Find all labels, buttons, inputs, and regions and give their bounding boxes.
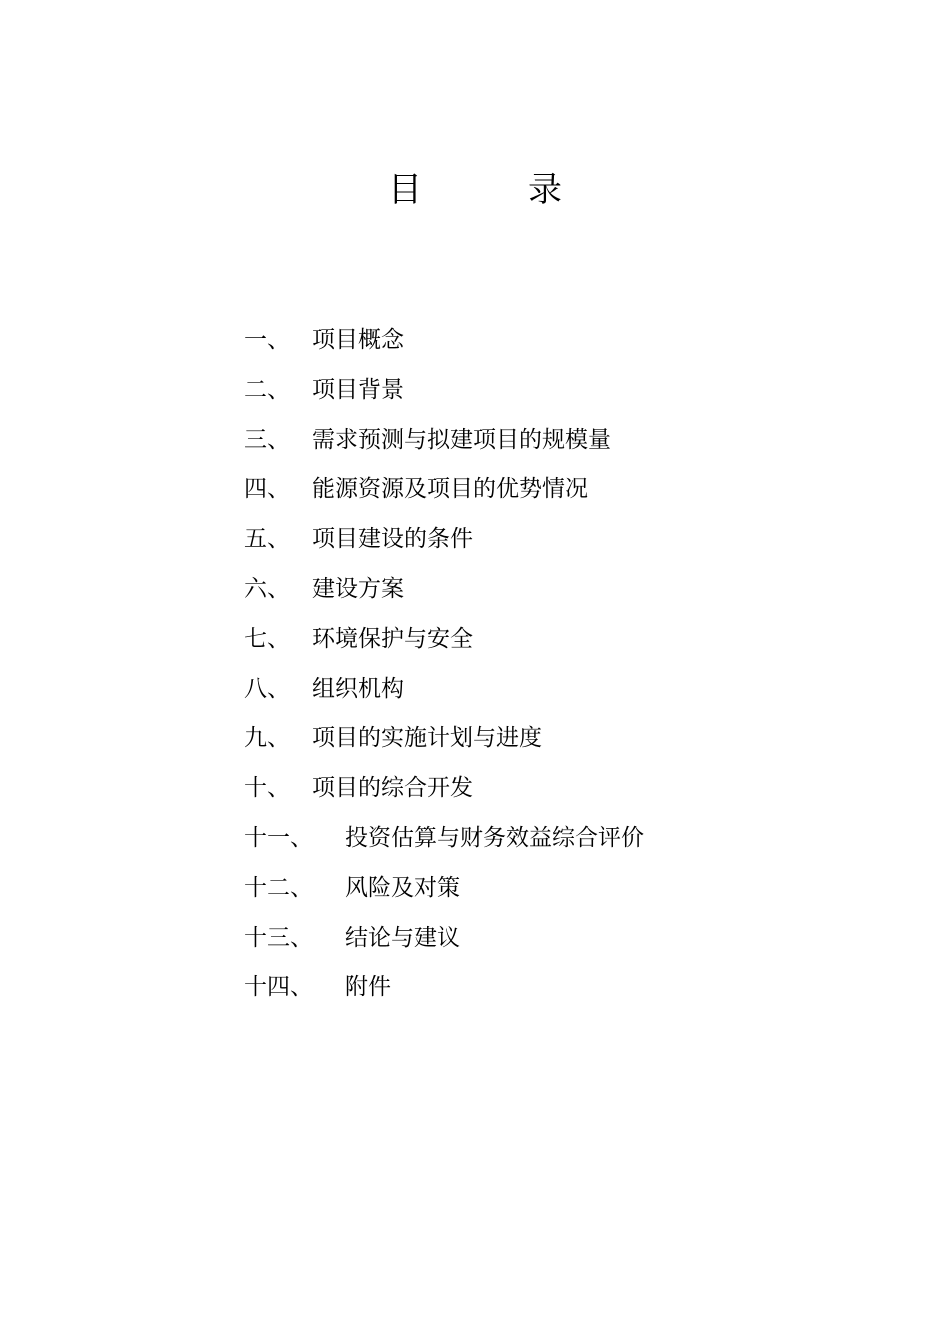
toc-item-number: 六、 xyxy=(244,575,290,602)
title-char: 目 xyxy=(388,170,422,210)
toc-item-number: 十一、 xyxy=(244,824,313,851)
toc-item-number: 十、 xyxy=(244,775,290,802)
page-title xyxy=(0,168,950,212)
toc-item-text: 环境保护与安全 xyxy=(312,625,473,652)
title-char: 录 xyxy=(528,170,562,210)
toc-item-text: 能源资源及项目的优势情况 xyxy=(312,476,588,503)
toc-item-number: 八、 xyxy=(244,675,290,702)
toc-item-text: 项目概念 xyxy=(312,327,404,353)
toc-item-text: 附件 xyxy=(345,974,391,1001)
toc-item-number: 三、 xyxy=(244,426,290,453)
toc-item-number: 七、 xyxy=(244,625,290,652)
toc-item-text: 组织机构 xyxy=(312,675,404,702)
toc-item-number: 十四、 xyxy=(244,974,313,1001)
toc-item-number: 二、 xyxy=(244,376,290,403)
toc-item-text: 需求预测与拟建项目的规模量 xyxy=(312,426,611,453)
toc-item-text: 项目建设的条件 xyxy=(312,526,473,553)
toc-item-number: 一、 xyxy=(244,327,290,353)
toc-item-text: 项目的综合开发 xyxy=(312,775,473,802)
toc-item-text: 风险及对策 xyxy=(345,874,460,901)
toc-item-number: 九、 xyxy=(244,725,290,752)
toc-item-text: 结论与建议 xyxy=(345,924,460,951)
toc-item-text: 项目背景 xyxy=(312,376,404,403)
toc-item-number: 五、 xyxy=(244,526,290,553)
toc-item-text: 项目的实施计划与进度 xyxy=(312,725,542,752)
toc-item-number: 四、 xyxy=(244,476,290,503)
toc-item-text: 建设方案 xyxy=(312,575,404,602)
toc-item-number: 十二、 xyxy=(244,874,313,901)
toc-item-number: 十三、 xyxy=(244,924,313,951)
toc-item-text: 投资估算与财务效益综合评价 xyxy=(345,824,644,851)
